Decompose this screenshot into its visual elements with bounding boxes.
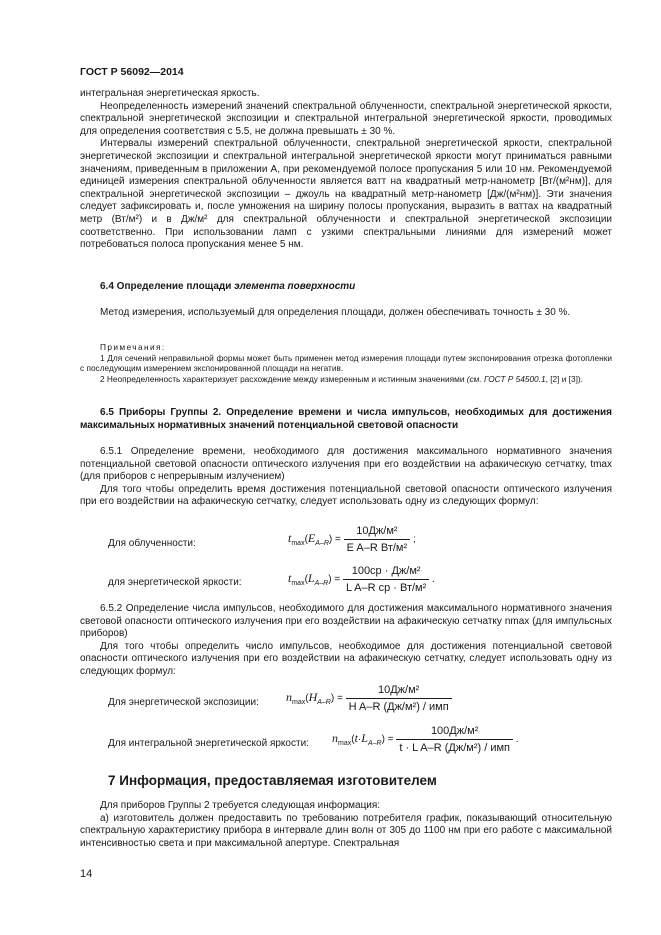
formula-denominator: L A–R ср · Вт/м² <box>345 582 427 594</box>
section-7-body <box>80 800 612 850</box>
formula-denominator: E A–R Вт/м² <box>346 542 408 554</box>
section-6-4-body <box>80 307 612 320</box>
paragraph: Метод измерения, используемый для определения площади, должен обеспечивать точность ± 30 %. <box>100 307 571 318</box>
formula-label: Для облученности: <box>108 538 196 549</box>
paragraph: Для приборов Группы 2 требуется следующая информация: <box>100 800 381 811</box>
paragraph: Для того чтобы определить время достижения потенциальной световой опасности оптического излучения при его воздействии на афакическую сетчатку, следует использовать одну из следующих формул: <box>80 483 612 508</box>
paragraph: 6.5.1 Определение времени, необходимого для достижения максимального нормативного значения потенциальной световой опасности оптического излучения при его воздействии на афакическую сетчатку, tmax (для приборов с непрерывным излучением) <box>80 446 612 483</box>
paragraph: Интервалы измерений спектральной облученности, спектральной энергетической яркости, спектральной энергетической экспозиции и спектральной интегральной энергетической яркости могут приниматься равными значениям, приведенным в приложении А, при рекомендуемой полосе пропускания 5 или 10 нм. Рекомендуемой единицей измерения спектральной облученности является ватт на квадратный метр-нанометр [Вт/(м²нм)], для спектральной энергетической экспозиции – джоуль на квадратный метр-нанометр [Дж/(м²нм)]. Эти значения следует зафиксировать и, после умножения на ширину полосы пропускания, выразить в ваттах на квадратный метр (Вт/м²) и в Дж/м² для спектральной облученности и спектральной энергетической экспозиции соответственно. При использовании ламп с узкими спектральными линиями для измерений может потребоваться полоса пропускания менее 5 нм. <box>80 138 612 251</box>
page-number: 14 <box>80 868 93 880</box>
formula-tmax-radiance: $t_{max}(L_{A-R})$ = $\frac{\text{100ср · Дж/м²}}{\text{L A–R ср · Вт/м²}}$ . <box>288 565 435 594</box>
formula-numerator: 10Дж/м² <box>346 684 452 699</box>
paragraph: интегральная энергетическая яркость. <box>80 88 260 99</box>
section-6-5-1 <box>80 446 612 509</box>
formula-nmax-exposure: $n_{max}(H_{A-R})$ = $\frac{\text{10Дж/м²}}{\text{H A–R (Дж/м²) / имп}}$ <box>286 684 452 713</box>
section-6-5 <box>80 407 612 432</box>
paragraph: 6.5.2 Определение числа импульсов, необходимого для достижения максимального нормативного значения световой опасности оптического излучения при его воздействии на афакическую сетчатку nmax (для импульсных приборов) <box>80 603 612 640</box>
document-header: ГОСТ Р 56092—2014 <box>80 66 184 78</box>
formula-numerator: 100Дж/м² <box>396 725 513 740</box>
section-heading: 7 Информация, предоставляемая изготовителем <box>108 773 437 788</box>
section-6-5-2 <box>80 603 612 679</box>
formula-numerator: 100ср · Дж/м² <box>343 565 429 580</box>
formula-denominator: H A–R (Дж/м²) / имп <box>348 701 449 713</box>
notes-title: Примечания: <box>100 342 166 352</box>
formula-tmax-irradiance: $t_{max}(E_{A-R})$ = $\frac{\text{10Дж/м²}}{\text{E A–R Вт/м²}}$ ; <box>288 525 416 554</box>
formula-label: Для энергетической экспозиции: <box>108 697 259 708</box>
paragraph: Для того чтобы определить число импульсов, необходимое для достижения потенциальной световой опасности оптического излучения при его воздействии на афакическую сетчатку, следует использовать одну из следующих формул: <box>80 640 612 677</box>
section-heading: 6.4 Определение площади элемента поверхности <box>100 281 356 292</box>
intro-section <box>80 88 612 252</box>
formula-nmax-integrated-radiance: $n_{max}(t\cdot L_{A-R})$ = $\frac{\text{100Дж/м²}}{\text{t · L A–R (Дж/м²) / имп}}$ . <box>332 725 519 754</box>
formula-label: для энергетической яркости: <box>108 577 242 588</box>
section-6-4 <box>80 281 612 294</box>
notes-block <box>80 342 612 384</box>
note-item: 1 Для сечений неправильной формы может быть применен метод измерения площади путем экспонирования отрезка фотопленки с последующим измерением экспонированной площади на негатив. <box>80 352 612 374</box>
paragraph: Неопределенность измерений значений спектральной облученности, спектральной энергетической яркости, спектральной энергетической экспозиции и спектральной интегральной энергетической яркости, проводимых для определения соответствия с 5.5, не должна превышать ± 30 %. <box>80 100 612 137</box>
section-7 <box>80 773 612 788</box>
formula-denominator: t · L A–R (Дж/м²) / имп <box>399 742 511 754</box>
section-heading: 6.5 Приборы Группы 2. Определение времени и числа импульсов, необходимых для достижения максимальных нормативных значений потенциальной световой опасности <box>80 407 612 431</box>
formula-label: Для интегральной энергетической яркости: <box>108 738 309 749</box>
paragraph: а) изготовитель должен предоставить по требованию потребителя график, показывающий относительную спектральную характеристику прибора в интервале длин волн от 305 до 1100 нм при его работе с максимальной интенсивностью света и при максимальной апертуре. Спектральная <box>80 812 612 849</box>
note-item: 2 Неопределенность характеризует расхождение между измеренным и истинным значениями (см. ГОСТ Р 54500.1, [2] и [3]). <box>100 373 583 384</box>
formula-numerator: 10Дж/м² <box>344 525 411 540</box>
